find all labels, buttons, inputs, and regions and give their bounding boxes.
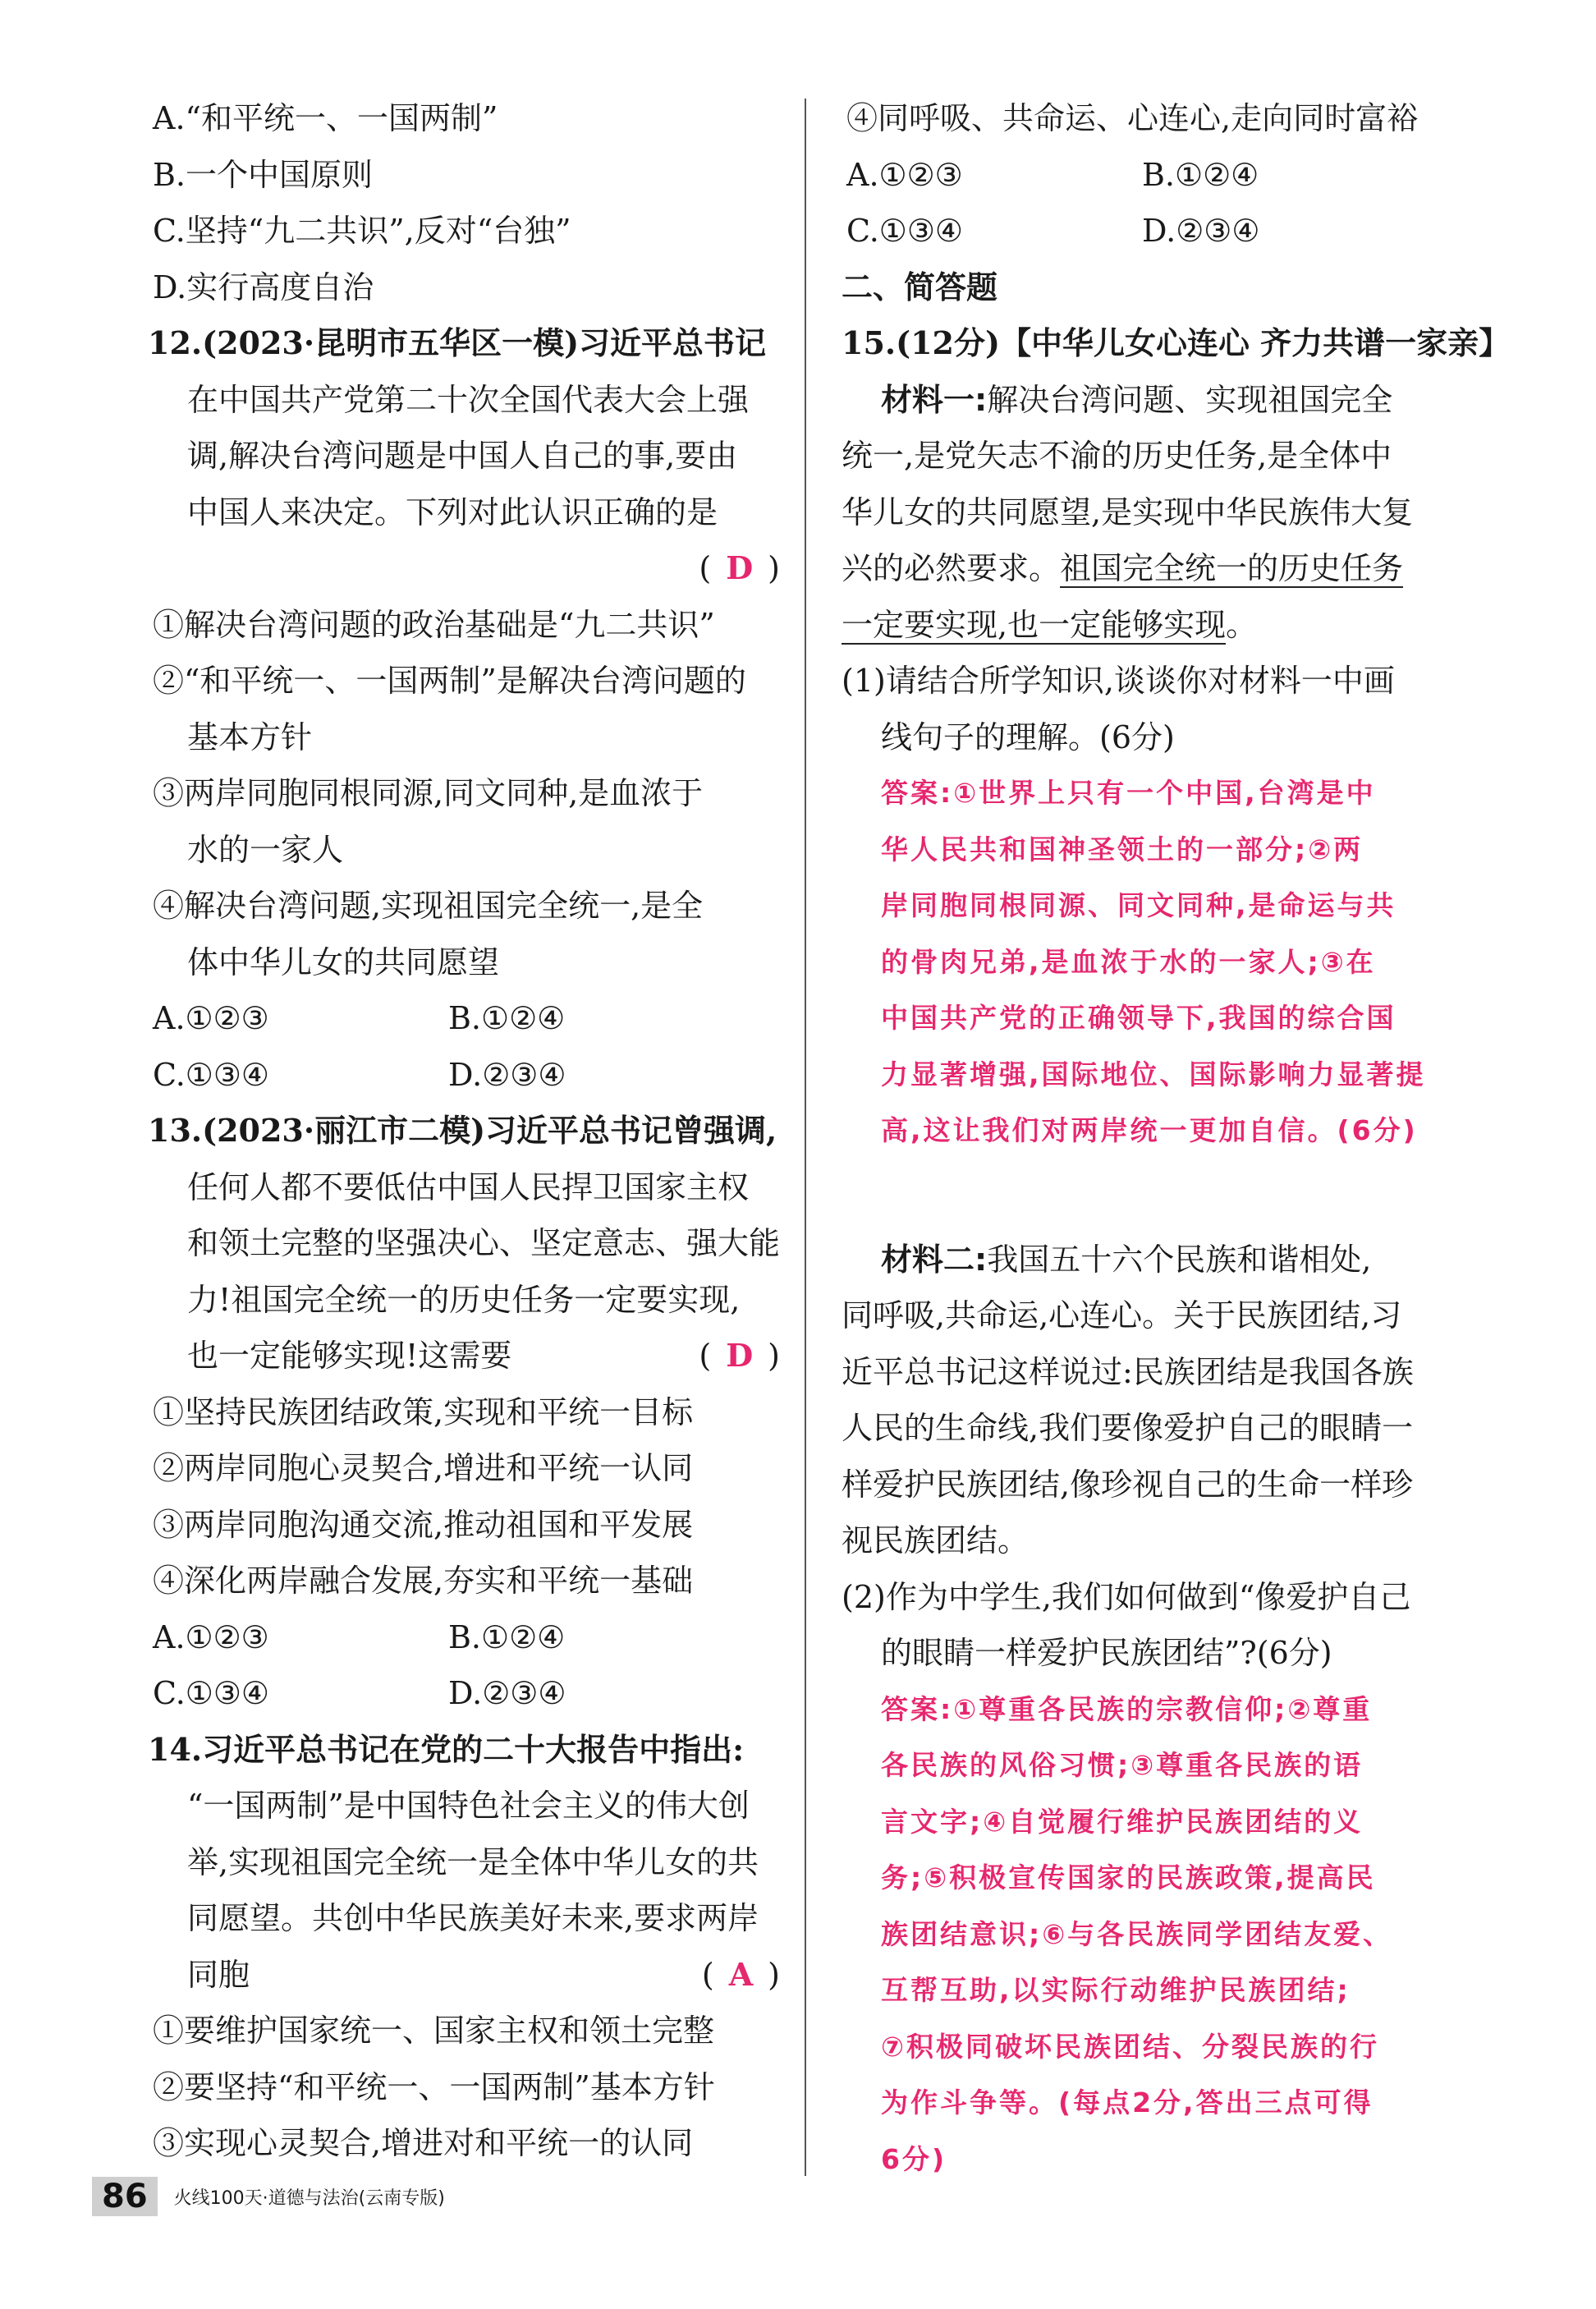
material-2-line: 材料二:我国五十六个民族和谐相处, (881, 1241, 1372, 1278)
material-2-line: 近平总书记这样说过:民族团结是我国各族 (842, 1353, 1414, 1390)
material-2-label: 材料二: (881, 1241, 988, 1278)
column-divider (805, 99, 806, 2176)
q13-stem-line: 力!祖国完全统一的历史任务一定要实现, (187, 1281, 741, 1318)
material-1-line: 统一,是党矢志不渝的历史任务,是全体中 (842, 438, 1392, 474)
material-1-label: 材料一: (881, 381, 988, 418)
q12-option-c: C.①③④ (153, 1056, 269, 1093)
q14-stem-line: “一国两制”是中国特色社会主义的伟大创 (187, 1788, 750, 1824)
q14-item: ②要坚持“和平统一、一国两制”基本方针 (153, 2068, 715, 2105)
page-number: 86 (92, 2177, 158, 2216)
q13-item: ④深化两岸融合发展,夯实和平统一基础 (153, 1563, 694, 1599)
q13-options-row (148, 1609, 788, 1666)
q12-item: ④解决台湾问题,实现祖国完全统一,是全 (153, 888, 704, 924)
q12-option-d: D.②③④ (448, 1056, 566, 1093)
material-1-line: 材料一:解决台湾问题、实现祖国完全 (881, 381, 1393, 418)
answer-2-line: ⑦积极同破坏民族团结、分裂民族的行 (881, 2030, 1379, 2063)
book-title: 火线100天·道德与法治(云南专版) (173, 2187, 445, 2209)
q14-stem-line: 同愿望。共创中华民族美好未来,要求两岸 (187, 1900, 759, 1936)
q14-options-row (842, 147, 1523, 204)
q11-option-b: B.一个中国原则 (153, 156, 374, 193)
q13-option-b: B.①②④ (448, 1618, 566, 1655)
answer-2-line: 互帮互助,以实际行动维护民族团结; (881, 1974, 1351, 2006)
q15-sub2: 的眼睛一样爱护民族团结”?(6分) (881, 1635, 1332, 1671)
right-column (842, 90, 1523, 2187)
left-column (148, 90, 788, 2172)
q12-option-a: A.①②③ (153, 1000, 269, 1036)
q14-answer: A (728, 1955, 754, 1993)
q12-options-row (148, 990, 788, 1047)
answer-1-line: 中国共产党的正确领导下,我国的综合国 (881, 1002, 1396, 1034)
q11-option-a: A.“和平统一、一国两制” (153, 100, 498, 136)
q14-option-d: D.②③④ (1142, 213, 1260, 249)
spacer (842, 1159, 1523, 1232)
material-2-line: 人民的生命线,我们要像爱护自己的眼睛一 (842, 1410, 1414, 1446)
q13-option-a: A.①②③ (153, 1618, 269, 1655)
q14-item: ③实现心灵契合,增进对和平统一的认同 (153, 2125, 694, 2161)
q13-options-row (148, 1665, 788, 1722)
q13-option-c: C.①③④ (153, 1675, 269, 1711)
q13-stem-line: 和领土完整的坚强决心、坚定意志、强大能 (187, 1225, 781, 1261)
section-heading: 二、简答题 (842, 269, 998, 305)
q13-option-d: D.②③④ (448, 1675, 566, 1711)
q13-answer: D (726, 1337, 754, 1374)
answer-1-line: 高,这让我们对两岸统一更加自信。(6分) (881, 1114, 1418, 1146)
material-1-line: 兴的必然要求。祖国完全统一的历史任务 (842, 550, 1404, 586)
answer-2-line: 为作斗争等。(每点2分,答出三点可得 (881, 2086, 1374, 2118)
material-2-line: 视民族团结。 (842, 1522, 1030, 1558)
q12-item: 水的一家人 (187, 831, 344, 868)
answer-2-line: 答案:①尊重各民族的宗教信仰;②尊重 (881, 1692, 1373, 1725)
q14-stem-line: 14.习近平总书记在党的二十大报告中指出: (148, 1730, 745, 1768)
q12-options-row (148, 1047, 788, 1104)
answer-1-line: 力显著增强,国际地位、国际影响力显著提 (881, 1058, 1426, 1090)
q14-item: ④同呼吸、共命运、心连心,走向同时富裕 (846, 100, 1419, 136)
q12-item: ③两岸同胞同根同源,同文同种,是血浓于 (153, 775, 704, 811)
q11-option-d: D.实行高度自治 (153, 269, 374, 305)
material-2-line: 样爱护民族团结,像珍视自己的生命一样珍 (842, 1466, 1414, 1503)
answer-1-line: 岸同胞同根同源、同文同种,是命运与共 (881, 889, 1396, 921)
underlined-sentence: 一定要实现,也一定能够实现 (842, 606, 1227, 643)
q12-option-b: B.①②④ (448, 1000, 566, 1036)
answer-2-line: 务;⑤积极宣传国家的民族政策,提高民 (881, 1861, 1376, 1894)
q12-item: ①解决台湾问题的政治基础是“九二共识” (153, 606, 715, 643)
q12-stem-line: 中国人来决定。下列对此认识正确的是 (187, 493, 718, 530)
q15-sub1: 线句子的理解。(6分) (881, 718, 1175, 755)
q14-item: ①要维护国家统一、国家主权和领土完整 (153, 2013, 715, 2049)
q13-item: ②两岸同胞心灵契合,增进和平统一认同 (153, 1450, 694, 1486)
q12-answer: D (726, 549, 754, 586)
q13-item: ①坚持民族团结政策,实现和平统一目标 (153, 1393, 694, 1430)
material-1-line: 一定要实现,也一定能够实现。 (842, 606, 1258, 643)
answer-1-line: 的骨肉兄弟,是血浓于水的一家人;③在 (881, 945, 1376, 978)
q12-item: 基本方针 (187, 718, 313, 755)
q11-option-c: C.坚持“九二共识”,反对“台独” (153, 213, 571, 249)
answer-2-line: 6分) (881, 2142, 947, 2175)
q12-stem-line: 调,解决台湾问题是中国人自己的事,要由 (187, 438, 738, 474)
q13-item: ③两岸同胞沟通交流,推动祖国和平发展 (153, 1506, 694, 1543)
q13-stem-line: 也一定能够实现!这需要 ( D ) (187, 1337, 780, 1374)
q14-option-b: B.①②④ (1142, 156, 1259, 193)
q14-stem-line: 同胞 ( A ) (187, 1955, 780, 1993)
answer-1-line: 答案:①世界上只有一个中国,台湾是中 (881, 777, 1376, 809)
answer-1-line: 华人民共和国神圣领土的一部分;②两 (881, 833, 1364, 865)
page-footer (92, 2176, 445, 2217)
q14-options-row (842, 203, 1523, 259)
answer-2-line: 各民族的风俗习惯;③尊重各民族的语 (881, 1749, 1364, 1781)
q15-sub1: (1)请结合所学知识,谈谈你对材料一中画 (842, 663, 1395, 699)
q13-stem-line: 任何人都不要低估中国人民捍卫国家主权 (187, 1168, 750, 1205)
q14-option-c: C.①③④ (846, 213, 963, 249)
q14-option-a: A.①②③ (846, 156, 963, 193)
underlined-sentence: 祖国完全统一的历史任务 (1060, 550, 1404, 586)
material-2-line: 同呼吸,共命运,心连心。关于民族团结,习 (842, 1297, 1402, 1334)
q12-item: 体中华儿女的共同愿望 (187, 943, 500, 980)
q13-stem-line: 13.(2023·丽江市二模)习近平总书记曾强调, (148, 1112, 777, 1149)
answer-2-line: 言文字;④自觉履行维护民族团结的义 (881, 1805, 1364, 1838)
q12-item: ②“和平统一、一国两制”是解决台湾问题的 (153, 663, 746, 699)
q12-stem-line: 12.(2023·昆明市五华区一模)习近平总书记 (148, 324, 767, 361)
q12-answer-bracket: ( D ) (699, 549, 780, 586)
q15-sub2: (2)作为中学生,我们如何做到“像爱护自己 (842, 1578, 1411, 1615)
material-1-line: 华儿女的共同愿望,是实现中华民族伟大复 (842, 493, 1414, 530)
q12-stem-line: 在中国共产党第二十次全国代表大会上强 (187, 381, 750, 418)
q15-title: 15.(12分)【中华儿女心连心 齐力共谱一家亲】 (842, 324, 1511, 361)
q14-stem-line: 举,实现祖国完全统一是全体中华儿女的共 (187, 1843, 759, 1880)
answer-2-line: 族团结意识;⑥与各民族同学团结友爱、 (881, 1917, 1393, 1950)
